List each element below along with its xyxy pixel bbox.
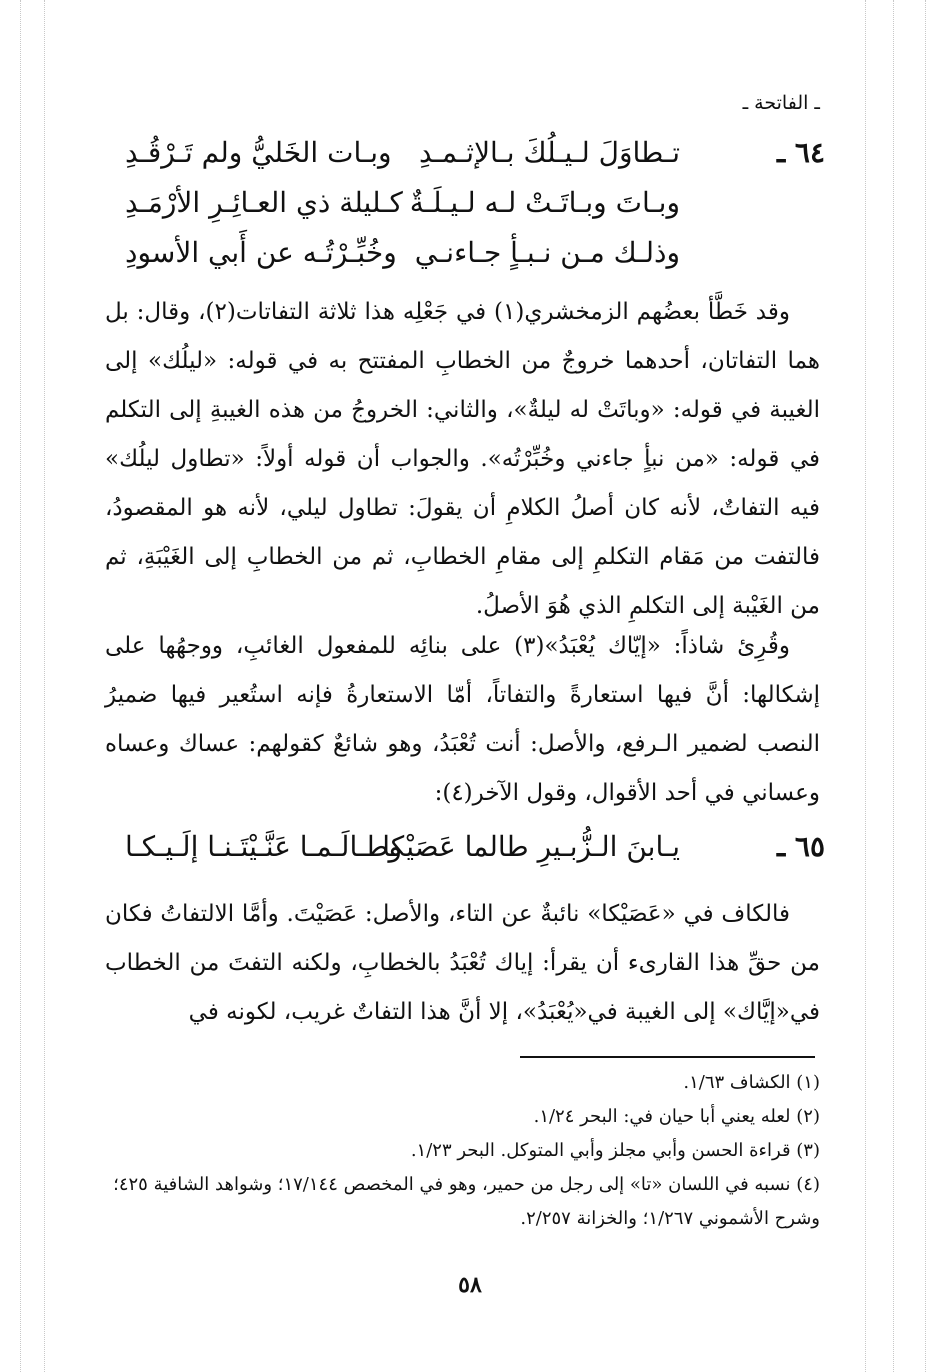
poem-line xyxy=(125,178,825,228)
running-header: ـ الفاتحة ـ xyxy=(742,92,820,114)
paragraph-explanation xyxy=(105,890,820,1037)
hemistich-second: وخُبِّـرْتُـه عن أَبي الأسودِ xyxy=(125,236,397,269)
hemistich-first: وبـاتَ وبـاتَـتْ لـه لـيـلَـةٌ xyxy=(409,186,680,219)
page-number: ٥٨ xyxy=(458,1272,482,1298)
hemistich-second: وبـات الخَليُّ ولم تَـرْقُـدِ xyxy=(125,136,392,169)
poem-line xyxy=(125,822,825,872)
hemistich-first: وذلـك مـن نـبـأٍ جـاءنـي xyxy=(414,236,680,269)
footnotes xyxy=(100,1066,820,1236)
footnote: (١) الكشاف ١/٦٣. xyxy=(683,1072,820,1093)
footnote: (٣) قراءة الحسن وأبي مجلز وأبي المتوكل. البحر ١/٢٣. xyxy=(410,1140,820,1161)
poem-line xyxy=(125,228,825,278)
footnote: (٢) لعله يعني أبا حيان في: البحر ١/٢٤. xyxy=(533,1106,820,1127)
verse-number: ٦٤ ـ xyxy=(776,136,825,169)
footnote-separator xyxy=(520,1056,815,1058)
hemistich-first: يـابنَ الـزُّبـيرِ طالما عَصَيْكا xyxy=(382,830,680,863)
paragraph-text: وقُرِئ شاذاً: «إيّاك يُعْبَدُ»(٣) على بنائِه للمفعول الغائبِ، ووجهُها على إشكالها: أنَّ فيها استعارةً والتفاتاً، أمّا الاستعارةُ فإنه استُعير فيها ضميرُ النصب لضمير الـرفع، والأصل: أنت تُعْبَدُ، وهو شائعٌ كقولهم: عساك وعساه وعساني في أحد الأقوال، وقول الآخر(٤): xyxy=(105,633,820,806)
hemistich-second: وطـالَـمـا عَنَّـيْتَـنـا إلَـيـكـا xyxy=(125,830,403,863)
hemistich-second: كـليلة ذي العـائِـرِ الأرْمَـدِ xyxy=(125,186,403,219)
footnote: (٤) نسبه في اللسان «تا» إلى رجل من حمير، وهو في المخصص ١٧/١٤٤؛ وشواهد الشافية ٤٢٥؛ وشرح الأشموني ١/٢٦٧؛ والخزانة ٢/٢٥٧. xyxy=(113,1174,820,1229)
verse-number: ٦٥ ـ xyxy=(776,830,825,863)
paragraph-reading xyxy=(105,622,820,818)
hemistich-first: تـطاوَلَ لـيـلُكَ بـالإثـمـدِ xyxy=(419,136,680,169)
paragraph-commentary xyxy=(105,288,820,631)
paragraph-text: فالكاف في «عَصَيْكا» نائبةٌ عن التاء، والأصل: عَصَيْتَ. وأمَّا الالتفاتُ فكان من حقِّ هذا القارىء أن يقرأ: إياك تُعْبَدُ بالخطابِ، ولكنه التفتَ من الخطاب في«إيَّاك» إلى الغيبة في«يُعْبَدُ»، إلا أنَّ هذا التفاتٌ غريب، لكونه في xyxy=(105,901,820,1025)
poem-line xyxy=(125,128,825,178)
paragraph-text: وقد خَطَّأ بعضُهم الزمخشري(١) في جَعْلِه هذا ثلاثة التفاتات(٢)، وقال: بل هما التفاتان، أحدهما خروجٌ من الخطابِ المفتتح به في قوله: «ليلُك» إلى الغيبة في قوله: «وباتَتْ له ليلةٌ»، والثاني: الخروجُ من هذه الغيبةِ إلى التكلم في قوله: «من نبأٍ جاءني وخُبِّرْتُه». والجواب أن قوله أولاً: «تطاول ليلُك» فيه التفاتٌ، لأنه كان أصلُ الكلامِ أن يقولَ: تطاول ليلي، لأنه هو المقصودُ، فالتفت من مَقام التكلمِ إلى مقامِ الخطابِ، ثم من الخطابِ إلى الغَيْبَةِ، ثم من الغَيْبة إلى التكلمِ الذي هُوَ الأصلُ. xyxy=(105,299,820,619)
